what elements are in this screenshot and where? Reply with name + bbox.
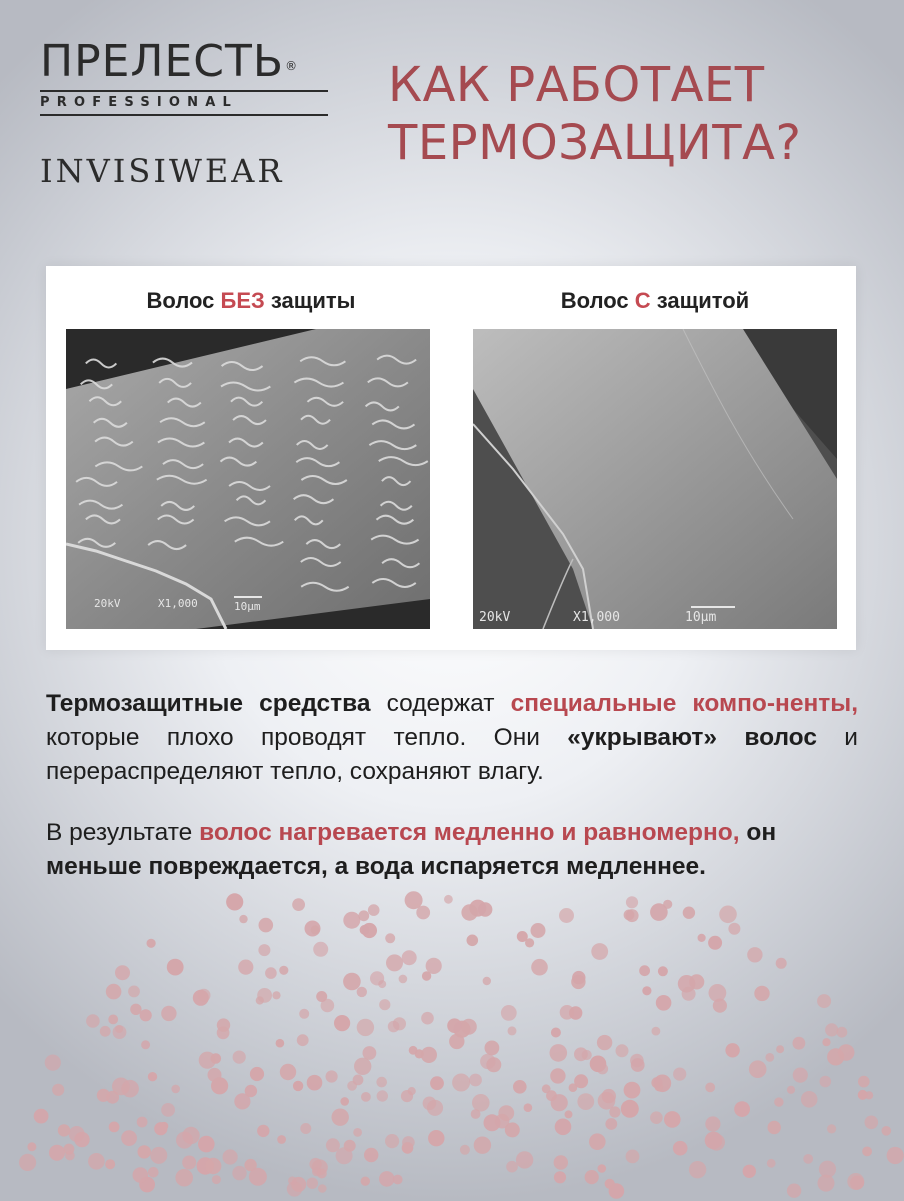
- decorative-dot: [113, 1025, 127, 1039]
- decorative-dot: [616, 1044, 629, 1057]
- decorative-dot: [862, 1147, 872, 1157]
- decorative-dot: [767, 1159, 776, 1168]
- decorative-dot: [650, 1111, 663, 1124]
- decorative-dot: [379, 999, 390, 1010]
- decorative-dot: [140, 1009, 152, 1021]
- decorative-dot: [590, 1056, 607, 1073]
- decorative-dot: [551, 1094, 568, 1111]
- decorative-dot: [858, 1090, 868, 1100]
- decorative-dot: [332, 1109, 349, 1126]
- headline-line-2: ТЕРМОЗАЩИТА?: [388, 115, 802, 171]
- sem-scale-left: 10µm: [234, 600, 261, 613]
- decorative-dot: [293, 1081, 303, 1091]
- decorative-dot: [232, 1166, 246, 1180]
- decorative-dot: [725, 1043, 739, 1057]
- decorative-dot: [154, 1122, 167, 1135]
- decorative-dot: [150, 1147, 167, 1164]
- headline-line-1: КАК РАБОТАЕТ: [388, 57, 765, 113]
- decorative-dot: [609, 1106, 620, 1117]
- decorative-dot: [105, 1159, 115, 1169]
- p1-bold-quote: «укрывают» волос: [567, 724, 817, 751]
- decorative-dot: [572, 971, 585, 984]
- decorative-dot: [300, 1123, 311, 1134]
- decorative-dot: [277, 1135, 286, 1144]
- decorative-dot: [430, 1076, 444, 1090]
- decorative-dot: [484, 1114, 501, 1131]
- decorative-dot: [621, 1100, 639, 1118]
- decorative-dot: [376, 1077, 387, 1088]
- decorative-dot: [428, 1130, 444, 1146]
- p2-text-1: В результате: [46, 819, 200, 846]
- decorative-dot: [787, 1086, 795, 1094]
- decorative-dot: [569, 1083, 578, 1092]
- decorative-dot-pattern: [0, 880, 904, 1201]
- decorative-dot: [175, 1169, 193, 1187]
- decorative-dot: [299, 1009, 309, 1019]
- decorative-dot: [311, 925, 320, 934]
- decorative-dot: [531, 959, 548, 976]
- title-suffix: защитой: [650, 288, 750, 313]
- decorative-dot: [223, 1149, 238, 1164]
- decorative-dot: [316, 991, 327, 1002]
- decorative-dot: [100, 1026, 111, 1037]
- decorative-dot: [34, 1109, 49, 1124]
- panel-title-without: [66, 288, 436, 318]
- decorative-dot: [130, 1004, 141, 1015]
- decorative-dot: [517, 931, 528, 942]
- decorative-dot: [474, 1137, 491, 1154]
- decorative-dot: [326, 1070, 338, 1082]
- decorative-dot: [768, 1121, 781, 1134]
- decorative-dot: [793, 1068, 808, 1083]
- decorative-dot: [505, 1122, 520, 1137]
- sem-voltage-left: 20kV: [94, 597, 121, 610]
- decorative-dot: [288, 1176, 297, 1185]
- decorative-dot: [827, 1124, 836, 1133]
- decorative-dot: [708, 936, 722, 950]
- decorative-dot: [734, 1101, 750, 1117]
- decorative-dot: [609, 1183, 625, 1199]
- decorative-dot: [682, 987, 696, 1001]
- decorative-dot: [837, 1027, 848, 1038]
- decorative-dot: [211, 1053, 222, 1064]
- title-prefix: Волос: [146, 288, 221, 313]
- decorative-dot: [108, 1015, 118, 1025]
- decorative-dot: [550, 1044, 568, 1062]
- decorative-dot: [655, 1083, 664, 1092]
- decorative-dot: [45, 1055, 61, 1071]
- decorative-dot: [97, 1089, 110, 1102]
- sem-scale-right: 10µm: [685, 610, 717, 625]
- decorative-dot: [27, 1142, 36, 1151]
- decorative-dot: [709, 984, 727, 1002]
- decorative-dot: [591, 943, 608, 960]
- decorative-dot: [705, 1116, 720, 1131]
- decorative-dot: [728, 923, 740, 935]
- decorative-dot: [574, 1047, 588, 1061]
- decorative-dot: [292, 898, 305, 911]
- decorative-dot: [250, 1067, 264, 1081]
- decorative-dot: [379, 1171, 395, 1187]
- decorative-dot: [516, 1151, 533, 1168]
- decorative-dot: [238, 960, 253, 975]
- decorative-dot: [399, 975, 408, 984]
- dot-cluster: [19, 891, 904, 1199]
- decorative-dot: [444, 895, 453, 904]
- decorative-dot: [344, 1140, 356, 1152]
- decorative-dot: [313, 942, 328, 957]
- decorative-dot: [461, 904, 477, 920]
- decorative-dot: [743, 1165, 756, 1178]
- decorative-dot: [747, 947, 762, 962]
- decorative-dot: [212, 1175, 221, 1184]
- decorative-dot: [882, 1126, 892, 1136]
- brand-name: [40, 36, 299, 87]
- decorative-dot: [865, 1116, 879, 1130]
- decorative-dot: [161, 1103, 175, 1117]
- decorative-dot: [663, 900, 672, 909]
- decorative-dot: [559, 908, 574, 923]
- decorative-dot: [88, 1153, 105, 1170]
- decorative-dot: [793, 1037, 806, 1050]
- decorative-dot: [452, 1074, 470, 1092]
- title-prefix: Волос: [560, 288, 635, 313]
- decorative-dot: [626, 909, 639, 922]
- decorative-dot: [378, 980, 386, 988]
- decorative-dot: [385, 1134, 399, 1148]
- decorative-dot: [631, 1058, 645, 1072]
- decorative-dot: [822, 1038, 830, 1046]
- panel-with-protection: [473, 266, 837, 629]
- decorative-dot: [377, 1090, 388, 1101]
- p1-text-1: содержат: [370, 690, 511, 717]
- decorative-dot: [422, 971, 431, 980]
- paragraph-result: [46, 816, 858, 884]
- decorative-dot: [480, 1054, 495, 1069]
- decorative-dot: [664, 1111, 681, 1128]
- sem-voltage-right: 20kV: [479, 610, 511, 625]
- decorative-dot: [467, 935, 479, 947]
- decorative-dot: [276, 1039, 285, 1048]
- decorative-dot: [801, 1091, 818, 1108]
- decorative-dot: [774, 1097, 783, 1106]
- p2-bold-end: он меньше повреждается, а вода испаряется медленнее.: [46, 819, 777, 880]
- brand-logo: [40, 38, 328, 116]
- decorative-dot: [817, 994, 831, 1008]
- decorative-dot: [754, 986, 769, 1001]
- decorative-dot: [364, 1148, 378, 1162]
- decorative-dot: [460, 1145, 470, 1155]
- decorative-dot: [554, 1155, 568, 1169]
- decorative-dot: [803, 1154, 813, 1164]
- decorative-dot: [343, 973, 361, 991]
- p1-text-2: которые плохо проводят тепло. Они: [46, 724, 568, 751]
- decorative-dot: [416, 906, 430, 920]
- decorative-dot: [421, 1012, 434, 1025]
- decorative-dot: [478, 902, 492, 916]
- decorative-dot: [239, 915, 247, 923]
- decorative-dot: [506, 1161, 518, 1173]
- comparison-card: [46, 266, 856, 650]
- decorative-dot: [531, 923, 546, 938]
- decorative-dot: [408, 1087, 416, 1095]
- decorative-dot: [318, 1184, 327, 1193]
- decorative-dot: [513, 1080, 527, 1094]
- decorative-dot: [508, 1026, 517, 1035]
- p1-text-3: и перераспределяют тепло, сохраняют влагу.: [46, 724, 858, 785]
- decorative-dot: [106, 984, 122, 1000]
- decorative-dot: [307, 1178, 318, 1189]
- decorative-dot: [280, 1064, 296, 1080]
- decorative-dot: [386, 954, 403, 971]
- decorative-dot: [708, 1134, 725, 1151]
- decorative-dot: [69, 1126, 85, 1142]
- decorative-dot: [388, 1021, 400, 1033]
- brand-rule-bottom: [40, 114, 328, 116]
- decorative-dot: [171, 1085, 180, 1094]
- decorative-dot: [447, 1018, 462, 1033]
- decorative-dot: [362, 923, 377, 938]
- decorative-dot: [820, 1076, 832, 1088]
- decorative-dot: [551, 1028, 561, 1038]
- brand-name-text: ПРЕЛЕСТЬ: [40, 36, 285, 87]
- decorative-dot: [226, 893, 243, 910]
- decorative-dot: [673, 1068, 686, 1081]
- decorative-dot: [353, 1128, 362, 1137]
- decorative-dot: [357, 987, 367, 997]
- decorative-dot: [217, 1018, 230, 1031]
- decorative-dot: [148, 1167, 159, 1178]
- decorative-dot: [765, 1053, 774, 1062]
- decorative-dot: [626, 1150, 640, 1164]
- decorative-dot: [542, 1084, 551, 1093]
- decorative-dot: [423, 1097, 437, 1111]
- decorative-dot: [658, 966, 668, 976]
- panel-without-protection: [66, 266, 436, 629]
- decorative-dot: [357, 1019, 374, 1036]
- p1-bold-start: Термозащитные средства: [46, 690, 371, 717]
- decorative-dot: [257, 1125, 269, 1137]
- brand-rule: [40, 90, 328, 92]
- decorative-dot: [63, 1144, 74, 1155]
- decorative-dot: [585, 1170, 599, 1184]
- registered-mark: ®: [285, 59, 299, 73]
- decorative-dot: [605, 1118, 617, 1130]
- decorative-dot: [307, 1075, 323, 1091]
- decorative-dot: [485, 1041, 500, 1056]
- decorative-dot: [86, 1014, 100, 1028]
- decorative-dot: [343, 912, 360, 929]
- decorative-dot: [825, 1023, 838, 1036]
- sem-magnification-right: X1,000: [573, 610, 620, 625]
- decorative-dot: [340, 1097, 349, 1106]
- decorative-dot: [358, 910, 369, 921]
- decorative-dot: [121, 1130, 137, 1146]
- decorative-dot: [141, 1040, 150, 1049]
- decorative-dot: [112, 1078, 130, 1096]
- p1-highlight: специальные компо-ненты,: [510, 690, 859, 717]
- decorative-dot: [565, 1110, 573, 1118]
- decorative-dot: [109, 1122, 120, 1133]
- decorative-dot: [624, 1082, 641, 1099]
- decorative-dot: [887, 1147, 904, 1164]
- decorative-dot: [776, 958, 787, 969]
- decorative-dot: [719, 906, 737, 924]
- decorative-dot: [554, 1171, 566, 1183]
- decorative-dot: [161, 1006, 176, 1021]
- decorative-dot: [147, 939, 156, 948]
- sem-image-protected-hair: [473, 329, 837, 629]
- decorative-dot: [128, 986, 140, 998]
- decorative-dot: [483, 977, 491, 985]
- title-accent-without: БЕЗ: [220, 288, 265, 313]
- sem-image-unprotected-hair: [66, 329, 430, 629]
- panel-title-with: [473, 288, 837, 318]
- decorative-dot: [182, 1156, 196, 1170]
- decorative-dot: [469, 1074, 482, 1087]
- decorative-dot: [689, 1161, 706, 1178]
- decorative-dot: [787, 1184, 801, 1198]
- decorative-dot: [363, 1046, 377, 1060]
- p2-highlight: волос нагревается медленно и равномерно,: [199, 819, 740, 846]
- decorative-dot: [297, 1034, 309, 1046]
- decorative-dot: [393, 1175, 403, 1185]
- decorative-dot: [279, 966, 288, 975]
- decorative-dot: [555, 1119, 572, 1136]
- decorative-dot: [589, 1133, 606, 1150]
- decorative-dot: [334, 1015, 350, 1031]
- decorative-dot: [249, 1168, 267, 1186]
- decorative-dot: [597, 1035, 612, 1050]
- paragraph-thermal-protection: [46, 687, 858, 789]
- decorative-dot: [385, 933, 395, 943]
- decorative-dot: [402, 950, 417, 965]
- decorative-dot: [198, 1136, 215, 1153]
- decorative-dot: [115, 965, 130, 980]
- decorative-dot: [626, 896, 638, 908]
- decorative-dot: [257, 988, 272, 1003]
- decorative-dot: [683, 907, 695, 919]
- decorative-dot: [838, 1044, 855, 1061]
- decorative-dot: [642, 986, 651, 995]
- decorative-dot: [569, 1006, 582, 1019]
- decorative-dot: [148, 1072, 157, 1081]
- decorative-dot: [167, 959, 184, 976]
- title-suffix: защиты: [264, 288, 356, 313]
- sem-magnification-left: X1,000: [158, 597, 198, 610]
- decorative-dot: [245, 1085, 257, 1097]
- decorative-dot: [58, 1124, 70, 1136]
- decorative-dot: [354, 1058, 371, 1075]
- decorative-dot: [137, 1117, 148, 1128]
- decorative-dot: [858, 1076, 870, 1088]
- decorative-dot: [259, 918, 274, 933]
- decorative-dot: [577, 1093, 594, 1110]
- decorative-dot: [598, 1164, 607, 1173]
- title-accent-with: С: [634, 288, 651, 313]
- decorative-dot: [361, 1092, 371, 1102]
- decorative-dot: [749, 1060, 767, 1078]
- decorative-dot: [353, 1075, 364, 1086]
- decorative-dot: [52, 1084, 64, 1096]
- decorative-dot: [368, 904, 380, 916]
- decorative-dot: [265, 967, 277, 979]
- decorative-dot: [233, 1051, 246, 1064]
- decorative-dot: [19, 1154, 36, 1171]
- decorative-dot: [138, 1145, 151, 1158]
- decorative-dot: [705, 1083, 715, 1093]
- decorative-dot: [272, 991, 280, 999]
- collection-name: INVISIWEAR: [40, 152, 285, 190]
- decorative-dot: [639, 965, 650, 976]
- decorative-dot: [258, 944, 270, 956]
- decorative-dot: [776, 1045, 784, 1053]
- decorative-dot: [133, 1167, 149, 1183]
- decorative-dot: [656, 995, 672, 1011]
- decorative-dot: [550, 1068, 565, 1083]
- decorative-dot: [312, 1159, 328, 1175]
- decorative-dot: [652, 1027, 661, 1036]
- decorative-dot: [409, 1046, 418, 1055]
- decorative-dot: [49, 1145, 65, 1161]
- decorative-dot: [205, 1158, 221, 1174]
- decorative-dot: [847, 1173, 864, 1190]
- decorative-dot: [698, 934, 706, 942]
- decorative-dot: [818, 1175, 835, 1192]
- decorative-dot: [673, 1141, 688, 1156]
- decorative-dot: [176, 1132, 193, 1149]
- decorative-dot: [211, 1077, 228, 1094]
- decorative-dot: [524, 1103, 533, 1112]
- decorative-dot: [402, 1142, 414, 1154]
- headline: [388, 56, 801, 172]
- decorative-dot: [501, 1005, 517, 1021]
- brand-subline: PROFESSIONAL: [40, 95, 239, 110]
- decorative-dot: [472, 1094, 490, 1112]
- decorative-dot: [193, 990, 209, 1006]
- decorative-dot: [361, 1177, 370, 1186]
